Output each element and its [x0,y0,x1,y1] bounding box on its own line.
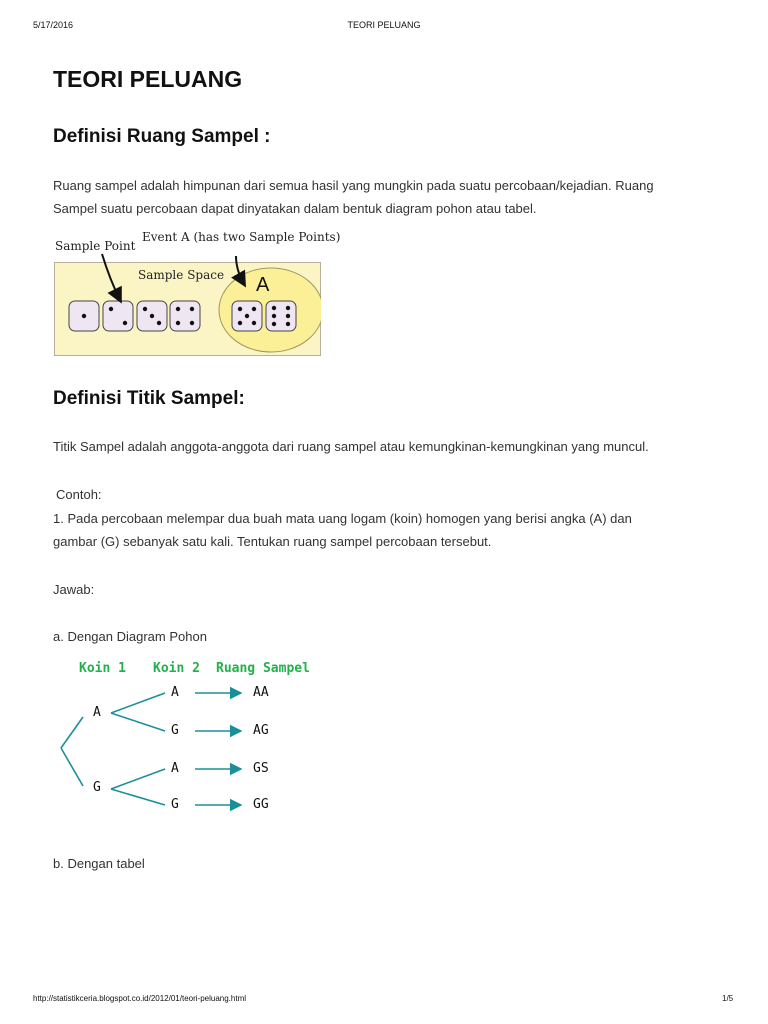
example-label: Contoh: [56,487,102,502]
paragraph-line: 1. Pada percobaan melempar dua buah mata uang logam (koin) homogen yang berisi angka (A) dan [53,511,632,526]
tree-result: GS [253,761,269,776]
answer-label: Jawab: [53,582,95,597]
arrow-icon [102,254,120,300]
paragraph-line: Ruang sampel adalah himpunan dari semua hasil yang mungkin pada suatu percobaan/kejadian. Ruang [53,178,654,193]
tree-result: AG [253,723,269,738]
die-6 [266,301,296,331]
tree-result: GG [253,797,269,812]
tree-header-ruang-sampel: Ruang Sampel [216,661,310,676]
tree-header-koin1: Koin 1 [79,661,126,676]
section-heading-titik-sampel: Definisi Titik Sampel: [53,388,245,409]
tree-result: AA [253,685,269,700]
tree-lines [53,655,353,825]
tree-node-coin2: G [171,723,179,738]
page-title: TEORI PELUANG [53,66,243,92]
option-b-label: b. Dengan tabel [53,856,145,871]
event-a-label: Event A (has two Sample Points) [142,230,341,244]
print-date: 5/17/2016 [33,20,74,30]
tree-node-coin2: G [171,797,179,812]
option-a-label: a. Dengan Diagram Pohon [53,629,207,644]
paragraph-line: Titik Sampel adalah anggota-anggota dari ruang sampel atau kemungkinan-kemungkinan yang muncul. [53,439,649,454]
page-number: 1/5 [722,994,734,1003]
arrow-icon [236,256,244,284]
paragraph-line: gambar (G) sebanyak satu kali. Tentukan ruang sampel percobaan tersebut. [53,534,492,549]
sample-space-label: Sample Space [138,268,225,282]
sample-point-label: Sample Point [55,239,136,253]
source-url-link[interactable]: http://statistikceria.blogspot.co.id/2012/01/teori-peluang.html [33,994,247,1003]
event-a-letter: A [256,274,270,296]
tree-diagram [53,655,353,825]
tree-node-coin1: A [93,705,101,720]
print-header-title: TEORI PELUANG [347,20,421,30]
paragraph-line: Sampel suatu percobaan dapat dinyatakan dalam bentuk diagram pohon atau tabel. [53,201,537,216]
tree-header-koin2: Koin 2 [153,661,200,676]
figure-arrows [90,250,250,310]
tree-node-coin2: A [171,685,179,700]
tree-node-coin2: A [171,761,179,776]
section-heading-ruang-sampel: Definisi Ruang Sampel : [53,126,271,147]
tree-node-coin1: G [93,780,101,795]
